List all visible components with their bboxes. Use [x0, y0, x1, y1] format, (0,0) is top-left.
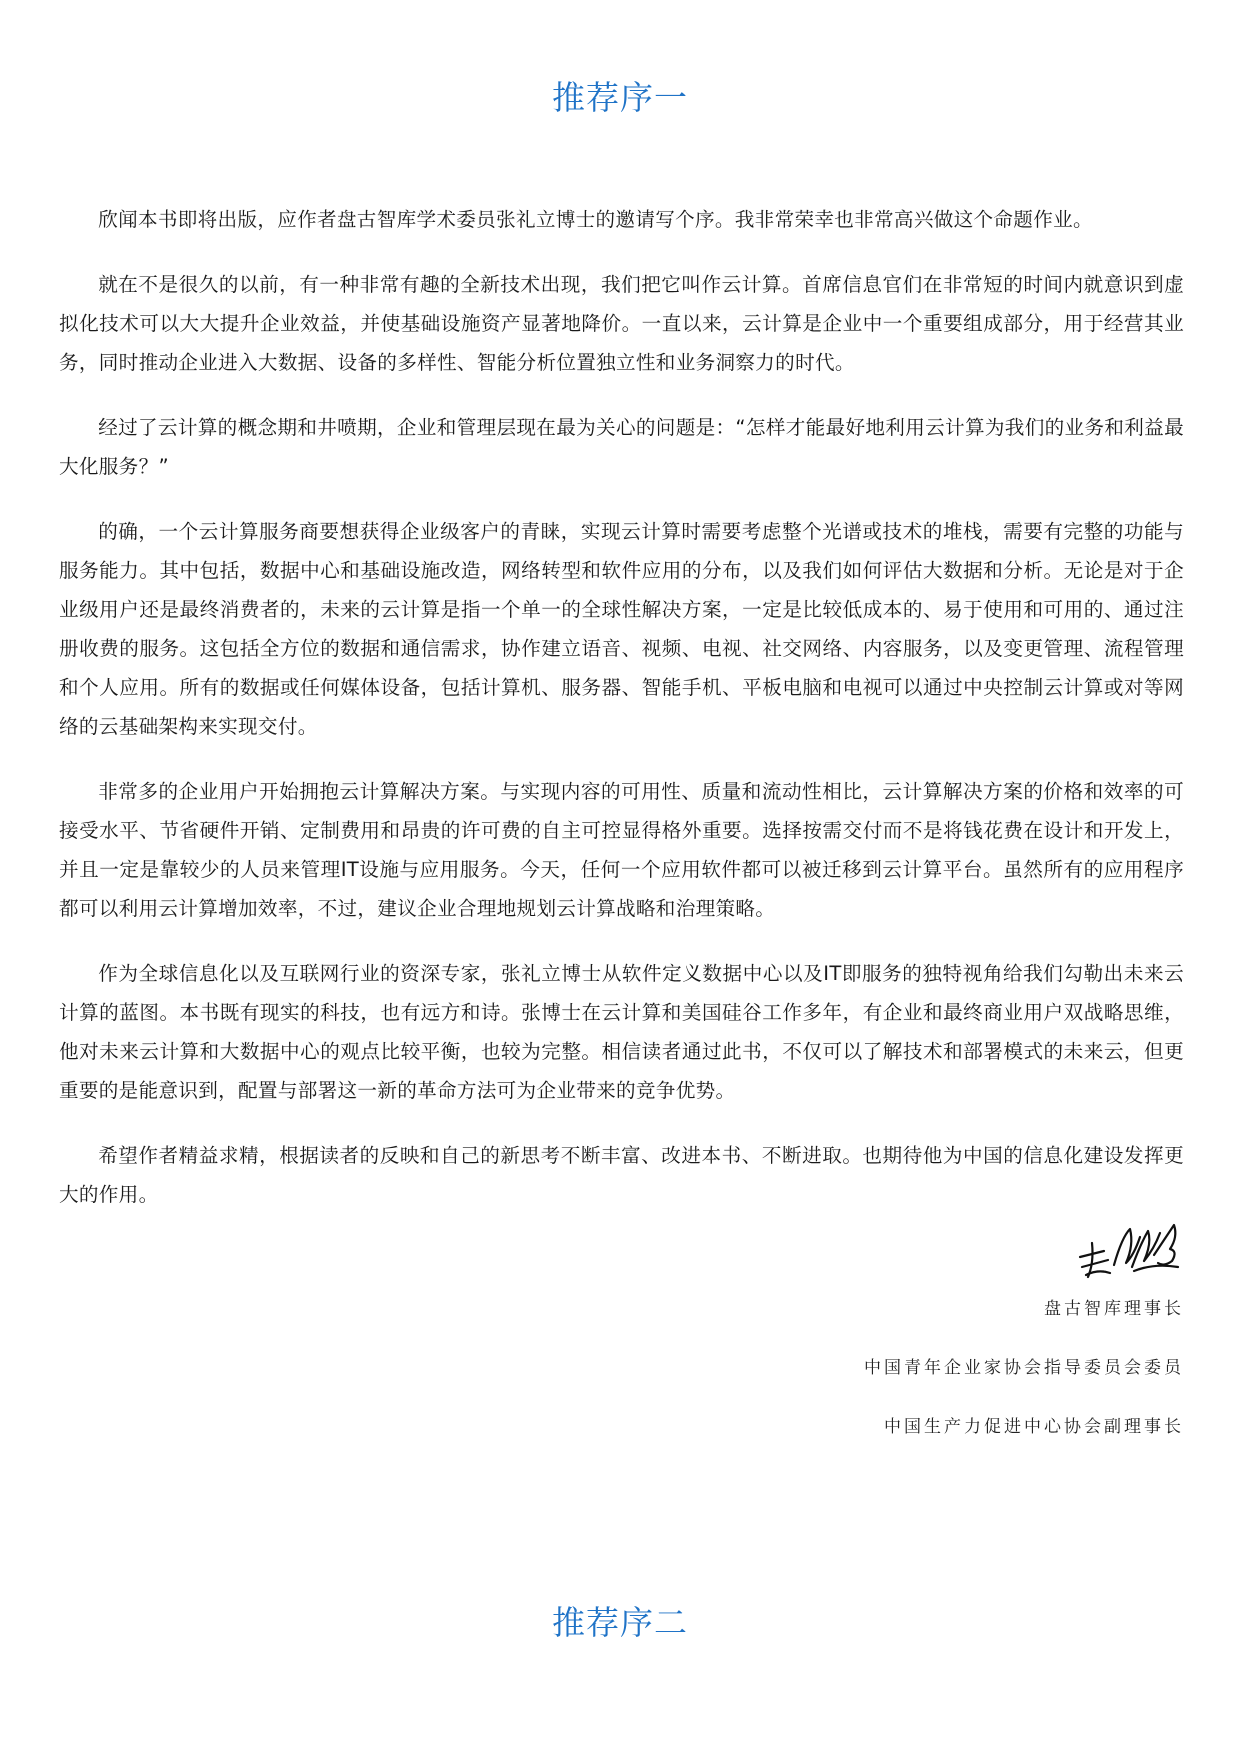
- signature-titles: [864, 1298, 1184, 1475]
- signature-block: [684, 1215, 1184, 1289]
- foreword-one-body: [59, 200, 1184, 1240]
- paragraph: 作为全球信息化以及互联网行业的资深专家，张礼立博士从软件定义数据中心以及IT即服务的独特视角给我们勾勒出未来云计算的蓝图。本书既有现实的科技，也有远方和诗。张博士在云计算和美国硅谷工作多年，有企业和最终商业用户双战略思维，他对未来云计算和大数据中心的观点比较平衡，也较为完整。相信读者通过此书，不仅可以了解技术和部署模式的未来云，但更重要的是能意识到，配置与部署这一新的革命方法可为企业带来的竞争优势。: [59, 962, 1184, 1102]
- handwritten-signature: [1074, 1215, 1184, 1285]
- paragraph: 就在不是很久的以前，有一种非常有趣的全新技术出现，我们把它叫作云计算。首席信息官们在非常短的时间内就意识到虚拟化技术可以大大提升企业效益，并使基础设施资产显著地降价。一直以来，云计算是企业中一个重要组成部分，用于经营其业务，同时推动企业进入大数据、设备的多样性、智能分析位置独立性和业务洞察力的时代。: [59, 273, 1184, 374]
- paragraph: 的确，一个云计算服务商要想获得企业级客户的青睐，实现云计算时需要考虑整个光谱或技术的堆栈，需要有完整的功能与服务能力。其中包括，数据中心和基础设施改造，网络转型和软件应用的分布，以及我们如何评估大数据和分析。无论是对于企业级用户还是最终消费者的，未来的云计算是指一个单一的全球性解决方案，一定是比较低成本的、易于使用和可用的、通过注册收费的服务。这包括全方位的数据和通信需求，协作建立语音、视频、电视、社交网络、内容服务，以及变更管理、流程管理和个人应用。所有的数据或任何媒体设备，包括计算机、服务器、智能手机、平板电脑和电视可以通过中央控制云计算或对等网络的云基础架构来实现交付。: [59, 520, 1184, 738]
- foreword-two-title: 推荐序二: [552, 1603, 688, 1642]
- paragraph: 希望作者精益求精，根据读者的反映和自己的新思考不断丰富、改进本书、不断进取。也期待他为中国的信息化建设发挥更大的作用。: [59, 1144, 1184, 1206]
- signature-title: 盘古智库理事长: [1044, 1299, 1184, 1319]
- paragraph: 非常多的企业用户开始拥抱云计算解决方案。与实现内容的可用性、质量和流动性相比，云计算解决方案的价格和效率的可接受水平、节省硬件开销、定制费用和昂贵的许可费的自主可控显得格外重要。选择按需交付而不是将钱花费在设计和开发上，并且一定是靠较少的人员来管理IT设施与应用服务。今天，任何一个应用软件都可以被迁移到云计算平台。虽然所有的应用程序都可以利用云计算增加效率，不过，建议企业合理地规划云计算战略和治理策略。: [59, 780, 1184, 920]
- signature-title: 中国生产力促进中心协会副理事长: [884, 1417, 1184, 1437]
- foreword-one-title: 推荐序一: [552, 78, 688, 117]
- paragraph: 欣闻本书即将出版，应作者盘古智库学术委员张礼立博士的邀请写个序。我非常荣幸也非常高兴做这个命题作业。: [98, 208, 1093, 231]
- signature-title: 中国青年企业家协会指导委员会委员: [864, 1358, 1184, 1378]
- paragraph: 经过了云计算的概念期和井喷期，企业和管理层现在最为关心的问题是：“怎样才能最好地利用云计算为我们的业务和利益最大化服务？”: [59, 416, 1184, 478]
